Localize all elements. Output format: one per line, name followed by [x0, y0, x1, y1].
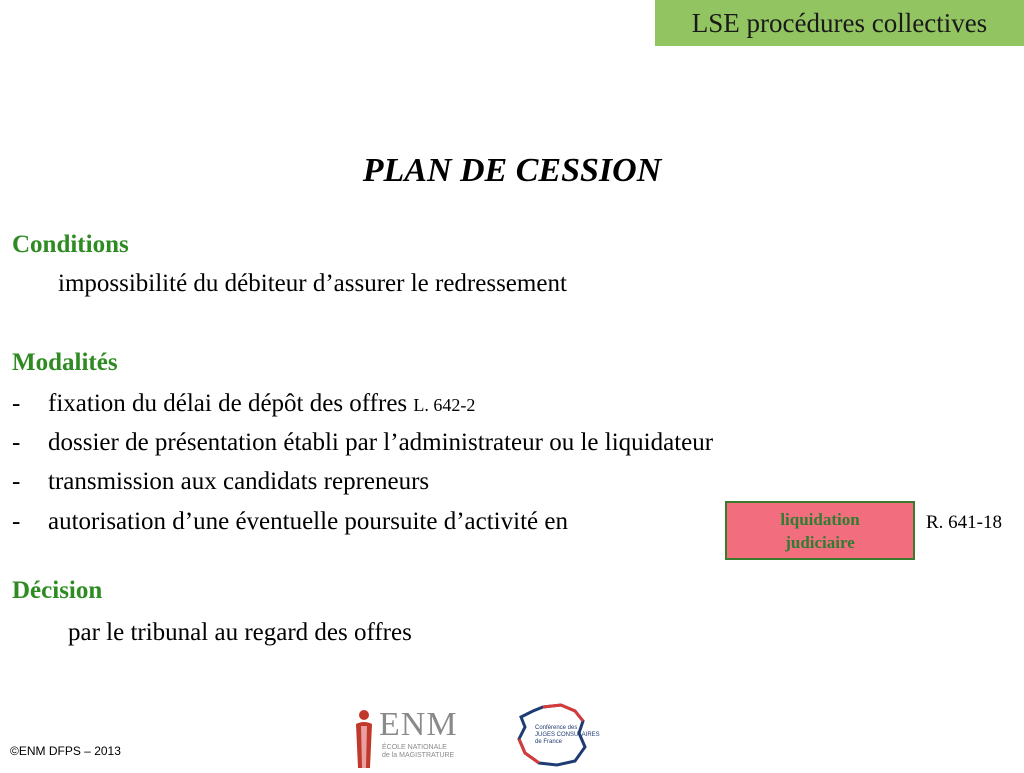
cjc-logo-line1: Conférence des — [535, 725, 578, 731]
decision-text: par le tribunal au regard des offres — [68, 619, 412, 646]
cjc-logo — [513, 703, 605, 768]
cjc-logo-text — [535, 725, 601, 746]
enm-logo-subtitle — [382, 744, 454, 760]
copyright: ©ENM DFPS – 2013 — [10, 744, 121, 758]
legal-ref: L. 642-2 — [413, 395, 476, 415]
enm-figure-icon — [352, 708, 376, 768]
modalites-heading: Modalités — [12, 349, 118, 376]
decision-heading: Décision — [12, 577, 103, 604]
list-item — [48, 390, 475, 418]
box-legal-ref: R. 641-18 — [926, 512, 1002, 533]
bullet-mark: - — [12, 468, 21, 495]
bullet-mark: - — [12, 429, 21, 456]
list-item: autorisation d’une éventuelle poursuite d’activité en — [48, 508, 568, 535]
slide-title: PLAN DE CESSION — [362, 152, 662, 189]
box-line-2: judiciaire — [785, 532, 855, 552]
cjc-logo-line2: JUGES CONSULAIRES — [535, 732, 600, 738]
header-tag: LSE procédures collectives — [655, 0, 1024, 46]
conditions-text: impossibilité du débiteur d’assurer le redressement — [58, 270, 567, 297]
liquidation-judiciaire-box — [725, 501, 915, 560]
list-item: transmission aux candidats repreneurs — [48, 468, 430, 495]
bullet-mark: - — [12, 508, 21, 535]
list-item-text: fixation du délai de dépôt des offres — [48, 390, 408, 417]
conditions-heading: Conditions — [12, 231, 129, 258]
enm-logo — [352, 704, 464, 768]
enm-logo-sub2: de la MAGISTRATURE — [382, 752, 455, 759]
list-item: dossier de présentation établi par l’administrateur ou le liquidateur — [48, 429, 714, 456]
box-line-1: liquidation — [780, 509, 860, 529]
enm-logo-sub1: ÉCOLE NATIONALE — [382, 744, 447, 751]
cjc-logo-line3: de France — [535, 739, 563, 745]
bullet-mark: - — [12, 390, 21, 417]
enm-logo-mark: ENM — [379, 706, 458, 743]
